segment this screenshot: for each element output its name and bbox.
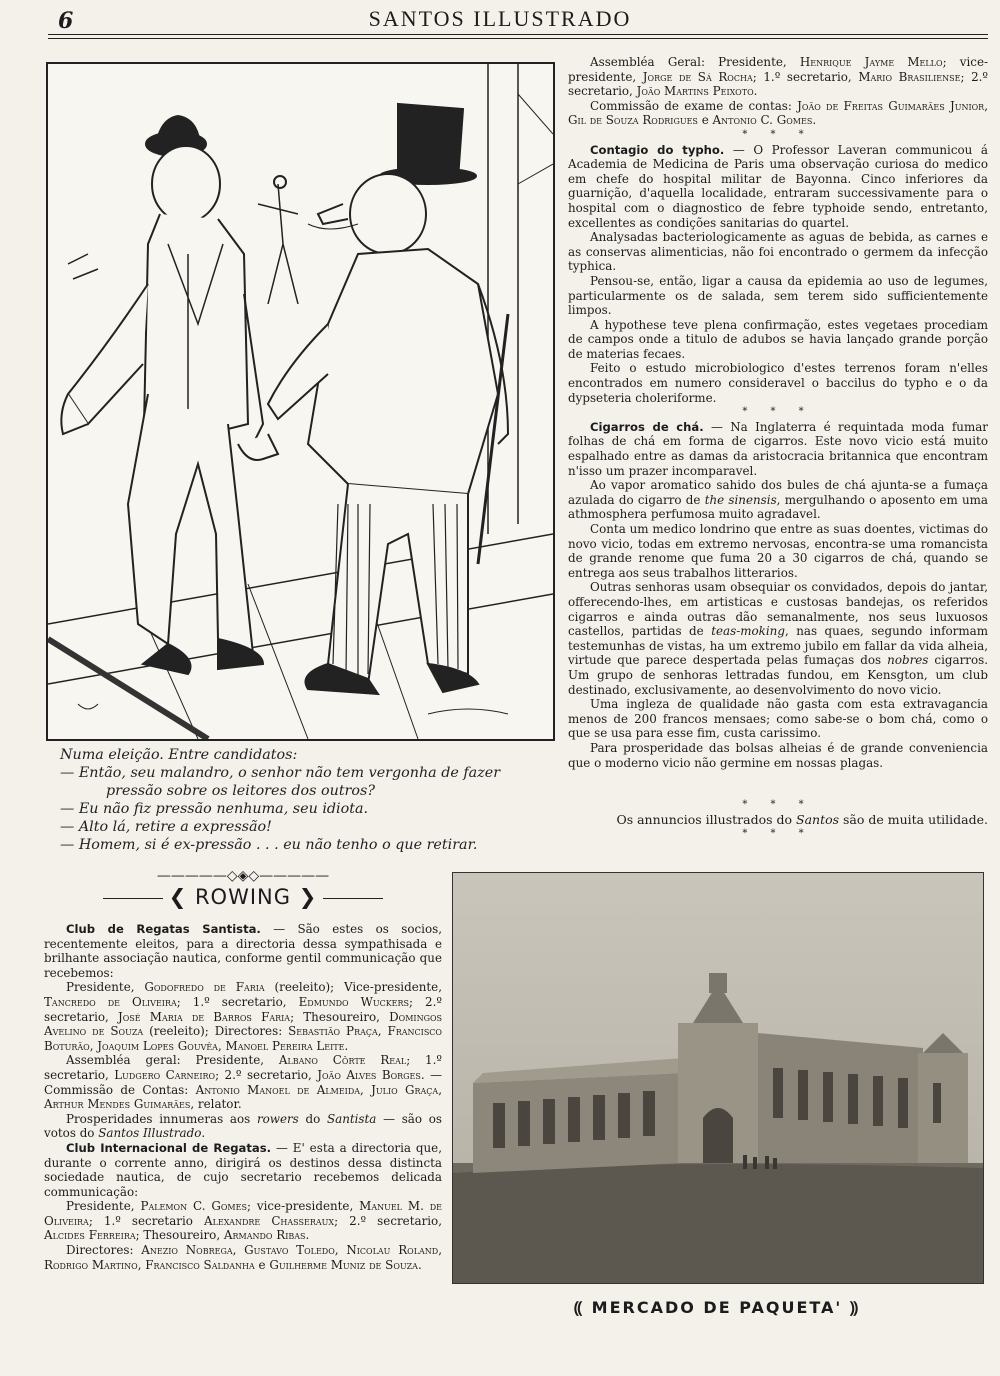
typho-paragraph: Pensou-se, então, ligar a causa da epidemia ao uso de legumes, particularmente os de salada, sem terem sido sufficientemente limpos. [568, 273, 988, 318]
cha-paragraph: Ao vapor aromatico sahido dos bules de chá ajunta-se a fumaça azulada do cigarro de the sinensis, mergulhando o aposento em uma athmosphera perfumosa muito agradavel. [568, 478, 988, 522]
caption-line: pressão sobre os leitores dos outros? [106, 783, 376, 799]
cartoon-caption [60, 746, 550, 854]
commission-paragraph: Commissão de exame de contas: João de Freitas Guimarães Junior, Gil de Souza Rodrigues e Antonio C. Gomes. [568, 98, 988, 128]
section-separator: * * * [742, 828, 814, 840]
santista-paragraph: Club de Regatas Santista. — São estes os socios, recentemente eleitos, para a directoria dessa sympathisada e brilhante associação nautica, conforme gentil communicação que recebemos: [44, 922, 442, 980]
masthead: SANTOS ILLUSTRADO [368, 6, 632, 31]
market-photo [452, 872, 984, 1284]
caption-line: — Alto lá, retire a expressão! [60, 819, 272, 835]
santista-paragraph: Presidente, Godofredo de Faria (reeleito); Vice-presidente, Tancredo de Oliveira; 1.º secretario, Edmundo Wuckers; 2.º secretario, José Maria de Barros Faria; Thesoureiro, Domingos Avelino de Souza (reeleito); Directores: Sebastião Praça, Francisco Boturão, Joaquim Lopes Gouvêa, Manoel Pereira Leite. [44, 980, 443, 1053]
caption-line: — Eu não fiz pressão nenhuma, seu idiota. [60, 801, 369, 817]
cha-paragraph: Cigarros de chá. — Na Inglaterra é requintada moda fumar folhas de chá em forma de cigarros. Este novo vicio está muito espalhado entre as damas da aristocracia britannica que encontram n'isso um prazer incomparavel. [568, 419, 988, 478]
cha-heading: Cigarros de chá. [590, 419, 704, 434]
typho-paragraph: Analysadas bacteriologicamente as aguas de bebida, as carnes e as conservas alimenticias, não foi encontrado o germem da infecção typhica. [568, 230, 988, 274]
caption-line: — Homem, si é ex-pressão . . . eu não tenho o que retirar. [60, 837, 478, 853]
header-rule-2 [48, 38, 988, 39]
ad-block [568, 798, 988, 842]
typho-heading: Contagio do typho. [590, 142, 725, 157]
santista-paragraph: Prosperidades innumeras aos rowers do Santista — são os votos do Santos Illustrado. [44, 1111, 442, 1141]
ad-line: Os annuncios illustrados do Santos são de muita utilidade. [616, 811, 988, 827]
santista-paragraph: Assembléa geral: Presidente, Albano Côrte Real; 1.º secretario, Ludgero Carneiro; 2.º secretario, João Alves Borges. — Commissão de Contas: Antonio Manoel de Almeida, Julio Graça, Arthur Mendes Guimarães, relator. [44, 1053, 443, 1112]
intl-paragraph: Directores: Anezio Nobrega, Gustavo Toledo, Nicolau Roland, Rodrigo Martino, Francisco Saldanha e Guilherme Muniz de Souza. [44, 1243, 442, 1272]
typho-paragraph: Contagio do typho. — O Professor Laveran communicou á Academia de Medicina de Paris uma observação curiosa do medico em chefe do hospital militar de Bayonna. Cinco inferiores da guarnição, d'aquella localidade, entraram successivamente para o hospital com o diagnostico de febre typhoide sendo, entretanto, excellentes as condições sanitarias do quartel. [568, 142, 988, 230]
cha-paragraph: Conta um medico londrino que entre as suas doentes, victimas do novo vicio, todas em extremo nervosas, encontra-se uma romancista de grande renome que fuma 20 a 30 cigarros de chá, quando se entrega aos seus trabalhos litterarios. [568, 522, 988, 580]
santista-heading: Club de Regatas Santista. [66, 922, 261, 936]
rowing-column [44, 922, 442, 1272]
rowing-title: ❮ ROWING ❯ [44, 885, 442, 909]
cha-paragraph: Uma ingleza de qualidade não gasta com esta extravagancia menos de 200 francos mensaes; como sabe-se o bom chá, como o que se usa para esse fim, custa carissimo. [568, 697, 988, 741]
intl-heading: Club Internacional de Regatas. [66, 1140, 272, 1155]
typho-paragraph: Feito o estudo microbiologico d'estes terrenos foram n'elles encontrados em numero consideravel o baccilus do typho e o da dypseteria choleriforme. [568, 361, 988, 405]
header-rule [48, 34, 988, 35]
cha-paragraph: Outras senhoras usam obsequiar os convidados, depois do jantar, offerecendo-lhes, em artisticas e custosas bandejas, os referidos cigarros e ainda outras dão semanalmente, nos seus luxuosos castellos, partidas de teas-moking, nas quaes, segundo informam testemunhas de vistas, ha um extremo jubilo em fallar da vida alheia, virtude que parece despertada pelas fumaças dos nobres cigarros. Um grupo de senhoras lettradas fundou, em Kensgton, um club destinado, exclusivamente, ao desenvolvimento do novo vicio. [568, 580, 988, 697]
right-column [568, 55, 988, 770]
section-separator: * * * [742, 799, 814, 810]
intl-paragraph: Club Internacional de Regatas. — E' esta a directoria que, durante o corrente anno, dirigirá os destinos dessa distincta sociedade nautica, de cujo secretario recebemos delicada communicação: [44, 1140, 442, 1199]
cartoon-illustration [46, 62, 555, 741]
section-separator: * * * [742, 128, 814, 140]
intl-paragraph: Presidente, Palemon C. Gomes; vice-presidente, Manuel M. de Oliveira; 1.º secretario Alexandre Chasseraux; 2.º secretario, Alcides Ferreira; Thesoureiro, Armando Ribas. [44, 1199, 442, 1243]
ornament: —————◇◈◇————— [156, 868, 330, 884]
photo-caption: ⸨ MERCADO DE PAQUETA' ⸩ [573, 1298, 861, 1317]
section-separator: * * * [742, 406, 814, 418]
caption-line: — Então, seu malandro, o senhor não tem vergonha de fazer [60, 765, 501, 781]
typho-paragraph: A hypothese teve plena confirmação, estes vegetaes procediam de campos onde a titulo de adubos se havia lançado grande porção de materias fecaes. [568, 317, 988, 361]
assembly-paragraph: Assembléa Geral: Presidente, Henrique Jayme Mello; vice-presidente, Jorge de Sá Rocha; 1.º secretario, Mario Brasiliense; 2.º secretario, João Martins Peixoto. [568, 55, 989, 99]
cha-paragraph: Para prosperidade das bolsas alheias é de grande conveniencia que o moderno vicio não germine em nossas plagas. [568, 740, 988, 770]
page-number: 6 [58, 8, 74, 34]
caption-line: Numa eleição. Entre candidatos: [60, 747, 298, 763]
